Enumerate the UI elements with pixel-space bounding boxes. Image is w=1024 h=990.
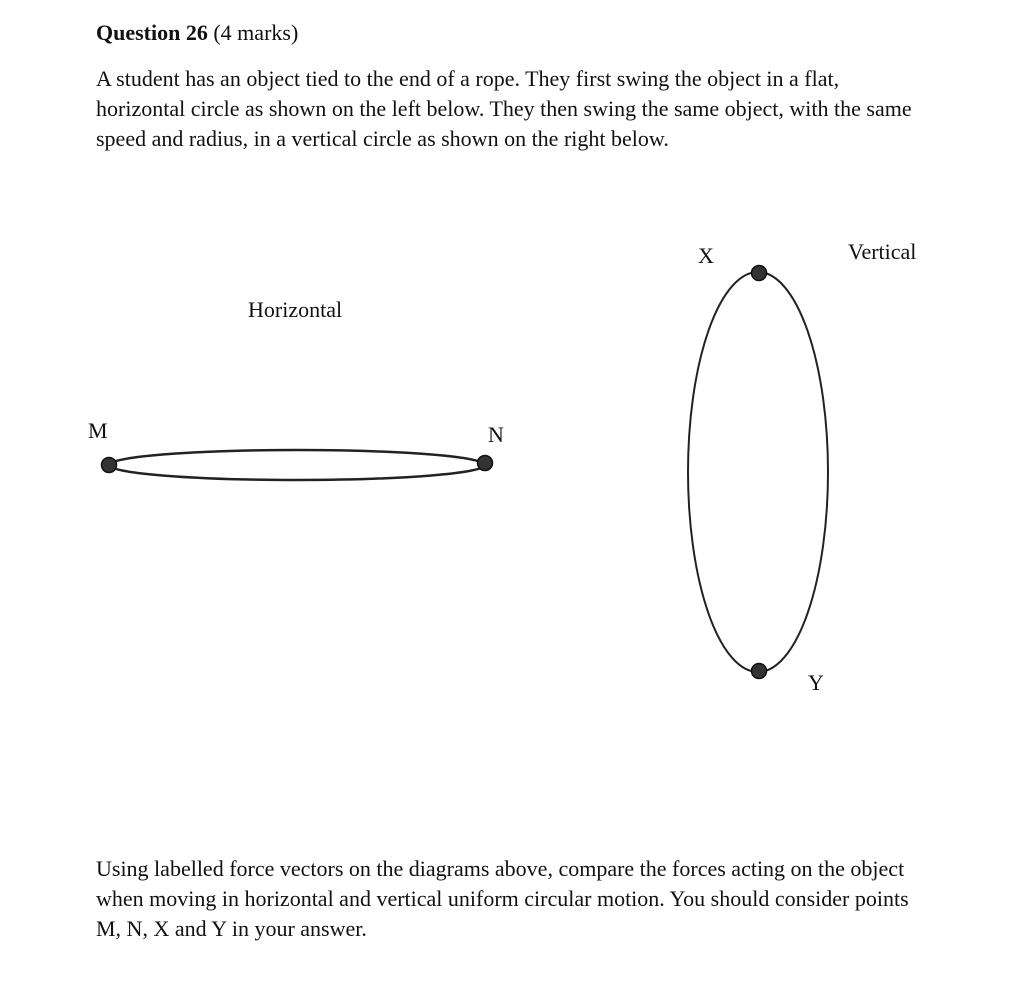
question-task <box>96 854 996 944</box>
question-marks: (4 marks) <box>213 20 299 45</box>
task-line: M, N, X and Y in your answer. <box>96 916 367 941</box>
point-m-object <box>102 458 117 473</box>
point-y-label: Y <box>808 670 824 695</box>
intro-line: A student has an object tied to the end of a rope. They first swing the object in a flat, <box>96 66 840 91</box>
task-line: Using labelled force vectors on the diagrams above, compare the forces acting on the object <box>96 856 905 881</box>
horizontal-caption: Horizontal <box>248 297 343 322</box>
point-m-label: M <box>88 418 108 443</box>
question-heading <box>96 18 298 48</box>
point-x-object <box>752 266 767 281</box>
vertical-circle-path <box>688 272 828 672</box>
point-x-label: X <box>698 243 714 268</box>
vertical-caption: Vertical <box>848 239 917 264</box>
horizontal-circle-diagram <box>102 450 493 480</box>
question-title: Question 26 <box>96 20 208 45</box>
point-y-object <box>752 664 767 679</box>
point-n-object <box>478 456 493 471</box>
vertical-circle-diagram <box>688 266 828 679</box>
point-n-label: N <box>488 422 504 447</box>
intro-line: speed and radius, in a vertical circle as shown on the right below. <box>96 126 669 151</box>
question-intro <box>96 64 996 154</box>
horizontal-circle-path <box>109 450 485 480</box>
intro-line: horizontal circle as shown on the left below. They then swing the same object, with the same <box>96 96 912 121</box>
task-line: when moving in horizontal and vertical uniform circular motion. You should consider points <box>96 886 909 911</box>
